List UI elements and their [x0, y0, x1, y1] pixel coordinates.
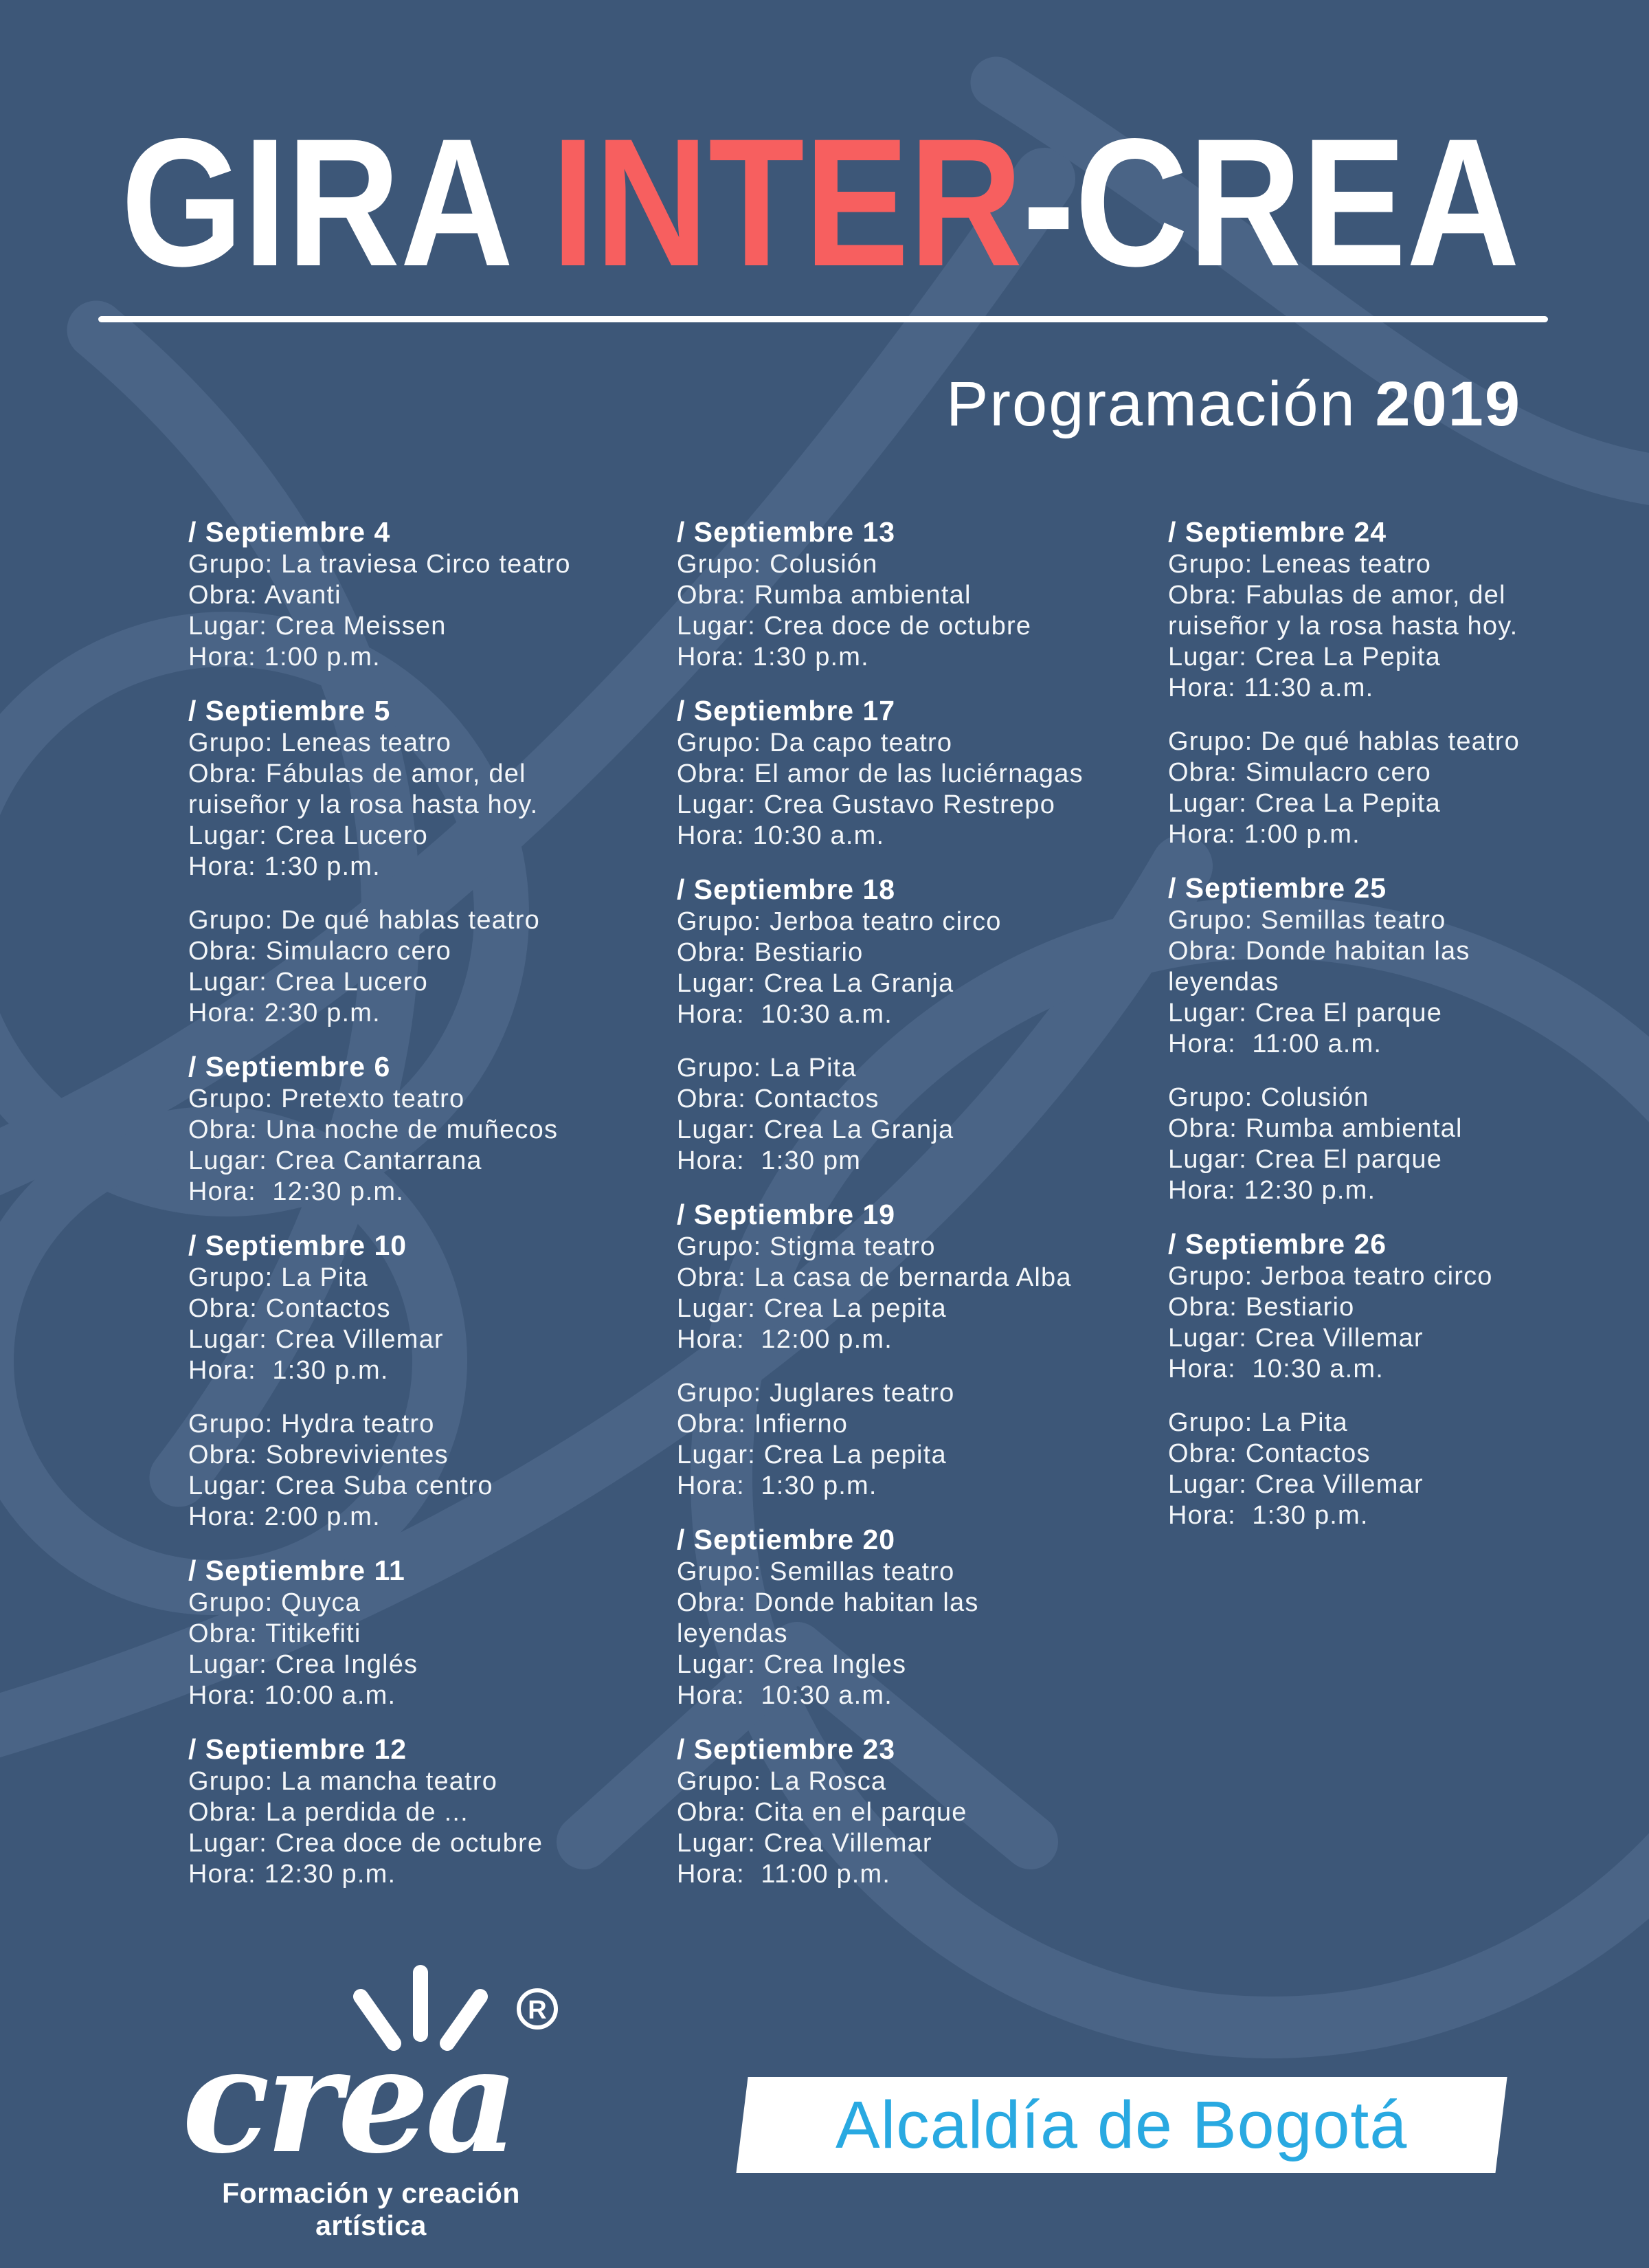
- schedule-line: Hora: 1:30 p.m.: [1168, 1501, 1369, 1530]
- schedule-line: Grupo: Juglares teatro: [677, 1379, 955, 1408]
- schedule-line: Lugar: Crea Villemar: [188, 1325, 444, 1354]
- date-heading: / Septiembre 19: [677, 1199, 896, 1230]
- poster-title: [121, 101, 1600, 304]
- schedule-line: Obra: Sobrevivientes: [188, 1441, 449, 1469]
- schedule-line: Lugar: Crea Villemar: [677, 1829, 932, 1858]
- schedule-block: [677, 1734, 1117, 1890]
- schedule-line: Obra: Contactos: [677, 1085, 879, 1113]
- schedule-line: Hora: 10:30 a.m.: [677, 1000, 893, 1029]
- schedule-line: Obra: Titikefiti: [188, 1619, 361, 1648]
- schedule-block: [188, 696, 628, 882]
- schedule-line: Hora: 1:00 p.m.: [1168, 820, 1360, 849]
- crea-tagline: Formación y creación artística: [222, 2177, 520, 2241]
- svg-text:R: R: [528, 1996, 547, 2025]
- schedule-block: [677, 874, 1117, 1030]
- crea-logo: [175, 1955, 567, 2175]
- schedule-line: Hora: 11:00 p.m.: [677, 1860, 891, 1889]
- schedule-line: ruiseñor y la rosa hasta hoy.: [1168, 612, 1518, 641]
- schedule-block: [188, 905, 628, 1029]
- schedule-line: ruiseñor y la rosa hasta hoy.: [188, 790, 539, 819]
- date-heading: / Septiembre 24: [1168, 516, 1387, 548]
- schedule-line: Grupo: Da capo teatro: [677, 729, 953, 757]
- schedule-line: Lugar: Crea La Granja: [677, 1115, 954, 1144]
- schedule-line: Grupo: La traviesa Circo teatro: [188, 550, 571, 579]
- schedule-block: [1168, 1408, 1608, 1531]
- schedule-line: Lugar: Crea El parque: [1168, 1145, 1443, 1174]
- schedule-line: Grupo: Semillas teatro: [677, 1557, 955, 1586]
- date-heading: / Septiembre 5: [188, 695, 391, 726]
- schedule-block: [1168, 517, 1608, 704]
- schedule-block: [188, 517, 628, 673]
- registered-trademark-icon: [519, 1990, 556, 2027]
- schedule-block: [188, 1230, 628, 1386]
- schedule-line: Hora: 10:30 a.m.: [677, 1681, 893, 1710]
- schedule-line: Hora: 1:30 p.m.: [188, 1356, 389, 1385]
- schedule-line: Hora: 10:30 a.m.: [1168, 1355, 1384, 1383]
- schedule-line: Grupo: Jerboa teatro circo: [677, 907, 1002, 936]
- schedule-line: Obra: Fabulas de amor, del: [1168, 581, 1506, 610]
- schedule-line: Hora: 2:00 p.m.: [188, 1502, 381, 1531]
- schedule-line: Obra: Simulacro cero: [188, 937, 452, 966]
- schedule-line: Obra: Bestiario: [677, 938, 864, 967]
- schedule-line: Grupo: La mancha teatro: [188, 1767, 498, 1796]
- schedule-line: Grupo: De qué hablas teatro: [1168, 727, 1520, 756]
- schedule-line: Obra: Infierno: [677, 1410, 849, 1438]
- date-heading: / Septiembre 11: [188, 1555, 405, 1586]
- schedule-line: Hora: 2:30 p.m.: [188, 999, 381, 1027]
- date-heading: / Septiembre 12: [188, 1733, 407, 1765]
- svg-text:GIRA INTER-CREA: [121, 101, 1600, 304]
- schedule-line: Hora: 10:00 a.m.: [188, 1681, 396, 1710]
- subtitle-label: Programación: [946, 369, 1376, 439]
- schedule-line: Hora: 12:00 p.m.: [677, 1325, 893, 1354]
- schedule-block: [188, 1052, 628, 1208]
- schedule-line: Obra: Bestiario: [1168, 1293, 1355, 1322]
- schedule-line: Obra: El amor de las luciérnagas: [677, 759, 1084, 788]
- schedule-line: Grupo: La Pita: [1168, 1408, 1348, 1437]
- schedule-line: Lugar: Crea La Pepita: [1168, 789, 1441, 818]
- date-heading: / Septiembre 23: [677, 1733, 896, 1765]
- date-heading: / Septiembre 6: [188, 1051, 391, 1082]
- schedule-line: Obra: La casa de bernarda Alba: [677, 1263, 1072, 1292]
- schedule-line: Hora: 1:00 p.m.: [188, 643, 381, 671]
- schedule-line: Hora: 12:30 p.m.: [188, 1860, 396, 1889]
- schedule-line: Lugar: Crea Suba centro: [188, 1471, 493, 1500]
- schedule-line: Grupo: Colusión: [677, 550, 878, 579]
- schedule-line: Obra: Una noche de muñecos: [188, 1115, 559, 1144]
- schedule-line: Obra: Avanti: [188, 581, 341, 610]
- schedule-line: Obra: Rumba ambiental: [1168, 1114, 1463, 1143]
- schedule-column-3: [1168, 517, 1608, 1554]
- schedule-line: Obra: Donde habitan las: [1168, 937, 1470, 966]
- schedule-line: Lugar: Crea La Pepita: [1168, 643, 1441, 671]
- schedule-line: Lugar: Crea Villemar: [1168, 1470, 1424, 1499]
- schedule-line: leyendas: [1168, 968, 1279, 997]
- date-heading: / Septiembre 26: [1168, 1228, 1387, 1260]
- schedule-block: [677, 1524, 1117, 1711]
- schedule-line: Grupo: Quyca: [188, 1588, 361, 1617]
- date-heading: / Septiembre 10: [188, 1230, 407, 1261]
- schedule-line: Lugar: Crea Meissen: [188, 612, 447, 641]
- title-divider-rule: [98, 316, 1548, 322]
- schedule-line: Lugar: Crea doce de octubre: [188, 1829, 543, 1858]
- schedule-line: Grupo: De qué hablas teatro: [188, 906, 540, 935]
- schedule-line: Lugar: Crea Ingles: [677, 1650, 907, 1679]
- schedule-column-2: [677, 517, 1117, 1913]
- alcaldia-banner-text: Alcaldía de Bogotá: [835, 2087, 1408, 2162]
- schedule-line: Hora: 12:30 p.m.: [1168, 1176, 1376, 1205]
- schedule-line: leyendas: [677, 1619, 788, 1648]
- schedule-block: [188, 1734, 628, 1890]
- schedule-block: [677, 696, 1117, 852]
- schedule-line: Hora: 10:30 a.m.: [677, 821, 885, 850]
- schedule-line: Obra: Donde habitan las: [677, 1588, 979, 1617]
- schedule-line: Lugar: Crea La pepita: [677, 1441, 947, 1469]
- schedule-block: [1168, 1082, 1608, 1206]
- schedule-line: Hora: 11:30 a.m.: [1168, 674, 1374, 702]
- schedule-line: Lugar: Crea Inglés: [188, 1650, 418, 1679]
- date-heading: / Septiembre 13: [677, 516, 896, 548]
- schedule-line: Grupo: Hydra teatro: [188, 1410, 435, 1438]
- date-heading: / Septiembre 17: [677, 695, 896, 726]
- schedule-block: [677, 517, 1117, 673]
- title-gira: GIRA: [121, 101, 620, 304]
- schedule-block: [188, 1555, 628, 1711]
- schedule-line: Lugar: Crea Lucero: [188, 968, 429, 997]
- schedule-line: Hora: 11:00 a.m.: [1168, 1030, 1382, 1058]
- date-heading: / Septiembre 25: [1168, 872, 1387, 904]
- schedule-block: [1168, 1229, 1608, 1385]
- schedule-block: [188, 1409, 628, 1533]
- schedule-block: [1168, 873, 1608, 1060]
- schedule-block: [677, 1199, 1117, 1355]
- schedule-line: Lugar: Crea Villemar: [1168, 1324, 1424, 1353]
- schedule-line: Hora: 12:30 p.m.: [188, 1177, 404, 1206]
- schedule-line: Lugar: Crea Gustavo Restrepo: [677, 790, 1056, 819]
- schedule-line: Hora: 1:30 p.m.: [677, 643, 869, 671]
- date-heading: / Septiembre 20: [677, 1524, 896, 1555]
- schedule-line: Lugar: Crea Lucero: [188, 821, 429, 850]
- date-heading: / Septiembre 18: [677, 874, 896, 905]
- crea-logo-wordmark: crea: [182, 2016, 515, 2175]
- schedule-block: [677, 1378, 1117, 1502]
- schedule-line: Obra: Contactos: [188, 1294, 391, 1323]
- schedule-line: Hora: 1:30 p.m.: [677, 1471, 877, 1500]
- schedule-line: Obra: Contactos: [1168, 1439, 1371, 1468]
- schedule-line: Lugar: Crea La Granja: [677, 969, 954, 998]
- alcaldia-banner: [736, 2077, 1507, 2173]
- schedule-line: Grupo: Stigma teatro: [677, 1232, 936, 1261]
- schedule-line: Grupo: Colusión: [1168, 1083, 1369, 1112]
- schedule-line: Hora: 1:30 pm: [677, 1146, 862, 1175]
- date-heading: / Septiembre 4: [188, 516, 391, 548]
- subtitle-year: 2019: [1375, 369, 1521, 439]
- schedule-block: [1168, 726, 1608, 850]
- schedule-column-1: [188, 517, 628, 1913]
- subtitle: [121, 368, 1521, 441]
- schedule-line: Hora: 1:30 p.m.: [188, 852, 381, 881]
- schedule-line: Grupo: Leneas teatro: [1168, 550, 1432, 579]
- schedule-line: Grupo: La Pita: [677, 1054, 857, 1082]
- schedule-line: Lugar: Crea Cantarrana: [188, 1146, 482, 1175]
- schedule-line: Grupo: La Pita: [188, 1263, 368, 1292]
- schedule-line: Lugar: Crea El parque: [1168, 999, 1443, 1027]
- schedule-line: Grupo: Leneas teatro: [188, 729, 452, 757]
- schedule-line: Grupo: Jerboa teatro circo: [1168, 1262, 1493, 1291]
- schedule-line: Lugar: Crea doce de octubre: [677, 612, 1032, 641]
- schedule-line: Grupo: La Rosca: [677, 1767, 887, 1796]
- title-crea: -CREA: [1022, 101, 1600, 304]
- schedule-line: Lugar: Crea La pepita: [677, 1294, 947, 1323]
- schedule-line: Obra: Fábulas de amor, del: [188, 759, 526, 788]
- title-inter: INTER: [551, 101, 1098, 304]
- schedule-line: Grupo: Semillas teatro: [1168, 906, 1446, 935]
- schedule-line: Grupo: Pretexto teatro: [188, 1085, 465, 1113]
- schedule-line: Obra: Rumba ambiental: [677, 581, 972, 610]
- schedule-line: Obra: Simulacro cero: [1168, 758, 1432, 787]
- schedule-line: Obra: Cita en el parque: [677, 1798, 967, 1827]
- schedule-block: [677, 1053, 1117, 1177]
- schedule-line: Obra: La perdida de ...: [188, 1798, 469, 1827]
